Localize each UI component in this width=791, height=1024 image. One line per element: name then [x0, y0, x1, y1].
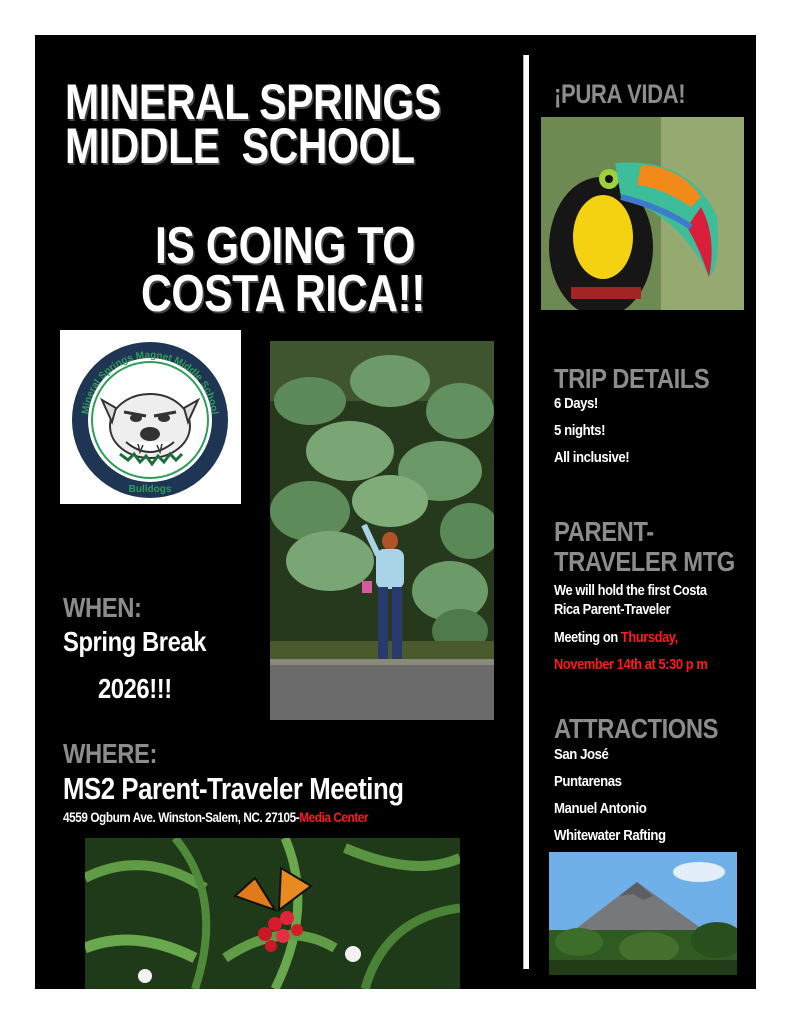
- trip-item-2: 5 nights!: [554, 422, 606, 439]
- title-line-4: COSTA RICA!!: [141, 265, 426, 323]
- bulldog-logo-icon: [60, 330, 241, 504]
- attraction-item-1: San José: [554, 746, 609, 763]
- meeting-date-highlight: November 14th at 5:30 p m: [554, 656, 708, 673]
- trip-item-3: All inclusive!: [554, 449, 630, 466]
- pura-vida-tagline: ¡PURA VIDA!: [554, 79, 686, 109]
- rainforest-photo: [270, 341, 494, 720]
- title-line-2: MIDDLE SCHOOL: [65, 118, 415, 174]
- attraction-item-3: Manuel Antonio: [554, 800, 647, 817]
- address-text: 4559 Ogburn Ave. Winston-Salem, NC. 27105-: [63, 809, 300, 825]
- meeting-text-line-2: Rica Parent-Traveler: [554, 601, 671, 618]
- plant-leaves-image: [270, 341, 494, 720]
- meeting-text-line-3: [554, 628, 678, 647]
- attraction-item-2: Puntarenas: [554, 773, 622, 790]
- toucan-image: [541, 117, 744, 310]
- where-address: [63, 808, 368, 826]
- meeting-day-highlight: Thursday,: [620, 629, 678, 646]
- logo-ring-text: Mineral Springs Magnet Middle School: [80, 349, 220, 415]
- meeting-on-text: Meeting on: [554, 629, 621, 646]
- title-line-3: IS GOING TO: [155, 217, 416, 275]
- attraction-item-4: Whitewater Rafting: [554, 827, 666, 844]
- toucan-photo: [541, 117, 744, 310]
- column-divider: [523, 55, 529, 969]
- volcano-photo: [549, 852, 737, 975]
- where-heading: WHERE:: [63, 738, 157, 769]
- meeting-heading-line-2: TRAVELER MTG: [554, 546, 735, 577]
- title-line-1: MINERAL SPRINGS: [65, 74, 441, 130]
- when-line-2: 2026!!!: [98, 673, 172, 704]
- meeting-heading-line-1: PARENT-: [554, 516, 654, 547]
- media-center-highlight: Media Center: [299, 809, 369, 825]
- butterfly-image: [85, 838, 460, 989]
- when-heading: WHEN:: [63, 592, 142, 623]
- where-event: MS2 Parent-Traveler Meeting: [63, 771, 404, 806]
- when-line-1: Spring Break: [63, 626, 207, 657]
- meeting-text-line-1: We will hold the first Costa: [554, 582, 707, 599]
- trip-details-heading: TRIP DETAILS: [554, 363, 710, 394]
- logo-bottom-text: Bulldogs: [128, 484, 172, 495]
- school-logo: [60, 330, 241, 504]
- poster: [35, 35, 756, 989]
- trip-item-1: 6 Days!: [554, 395, 598, 412]
- butterfly-flower-photo: [85, 838, 460, 989]
- attractions-heading: ATTRACTIONS: [554, 713, 719, 744]
- volcano-image: [549, 852, 737, 975]
